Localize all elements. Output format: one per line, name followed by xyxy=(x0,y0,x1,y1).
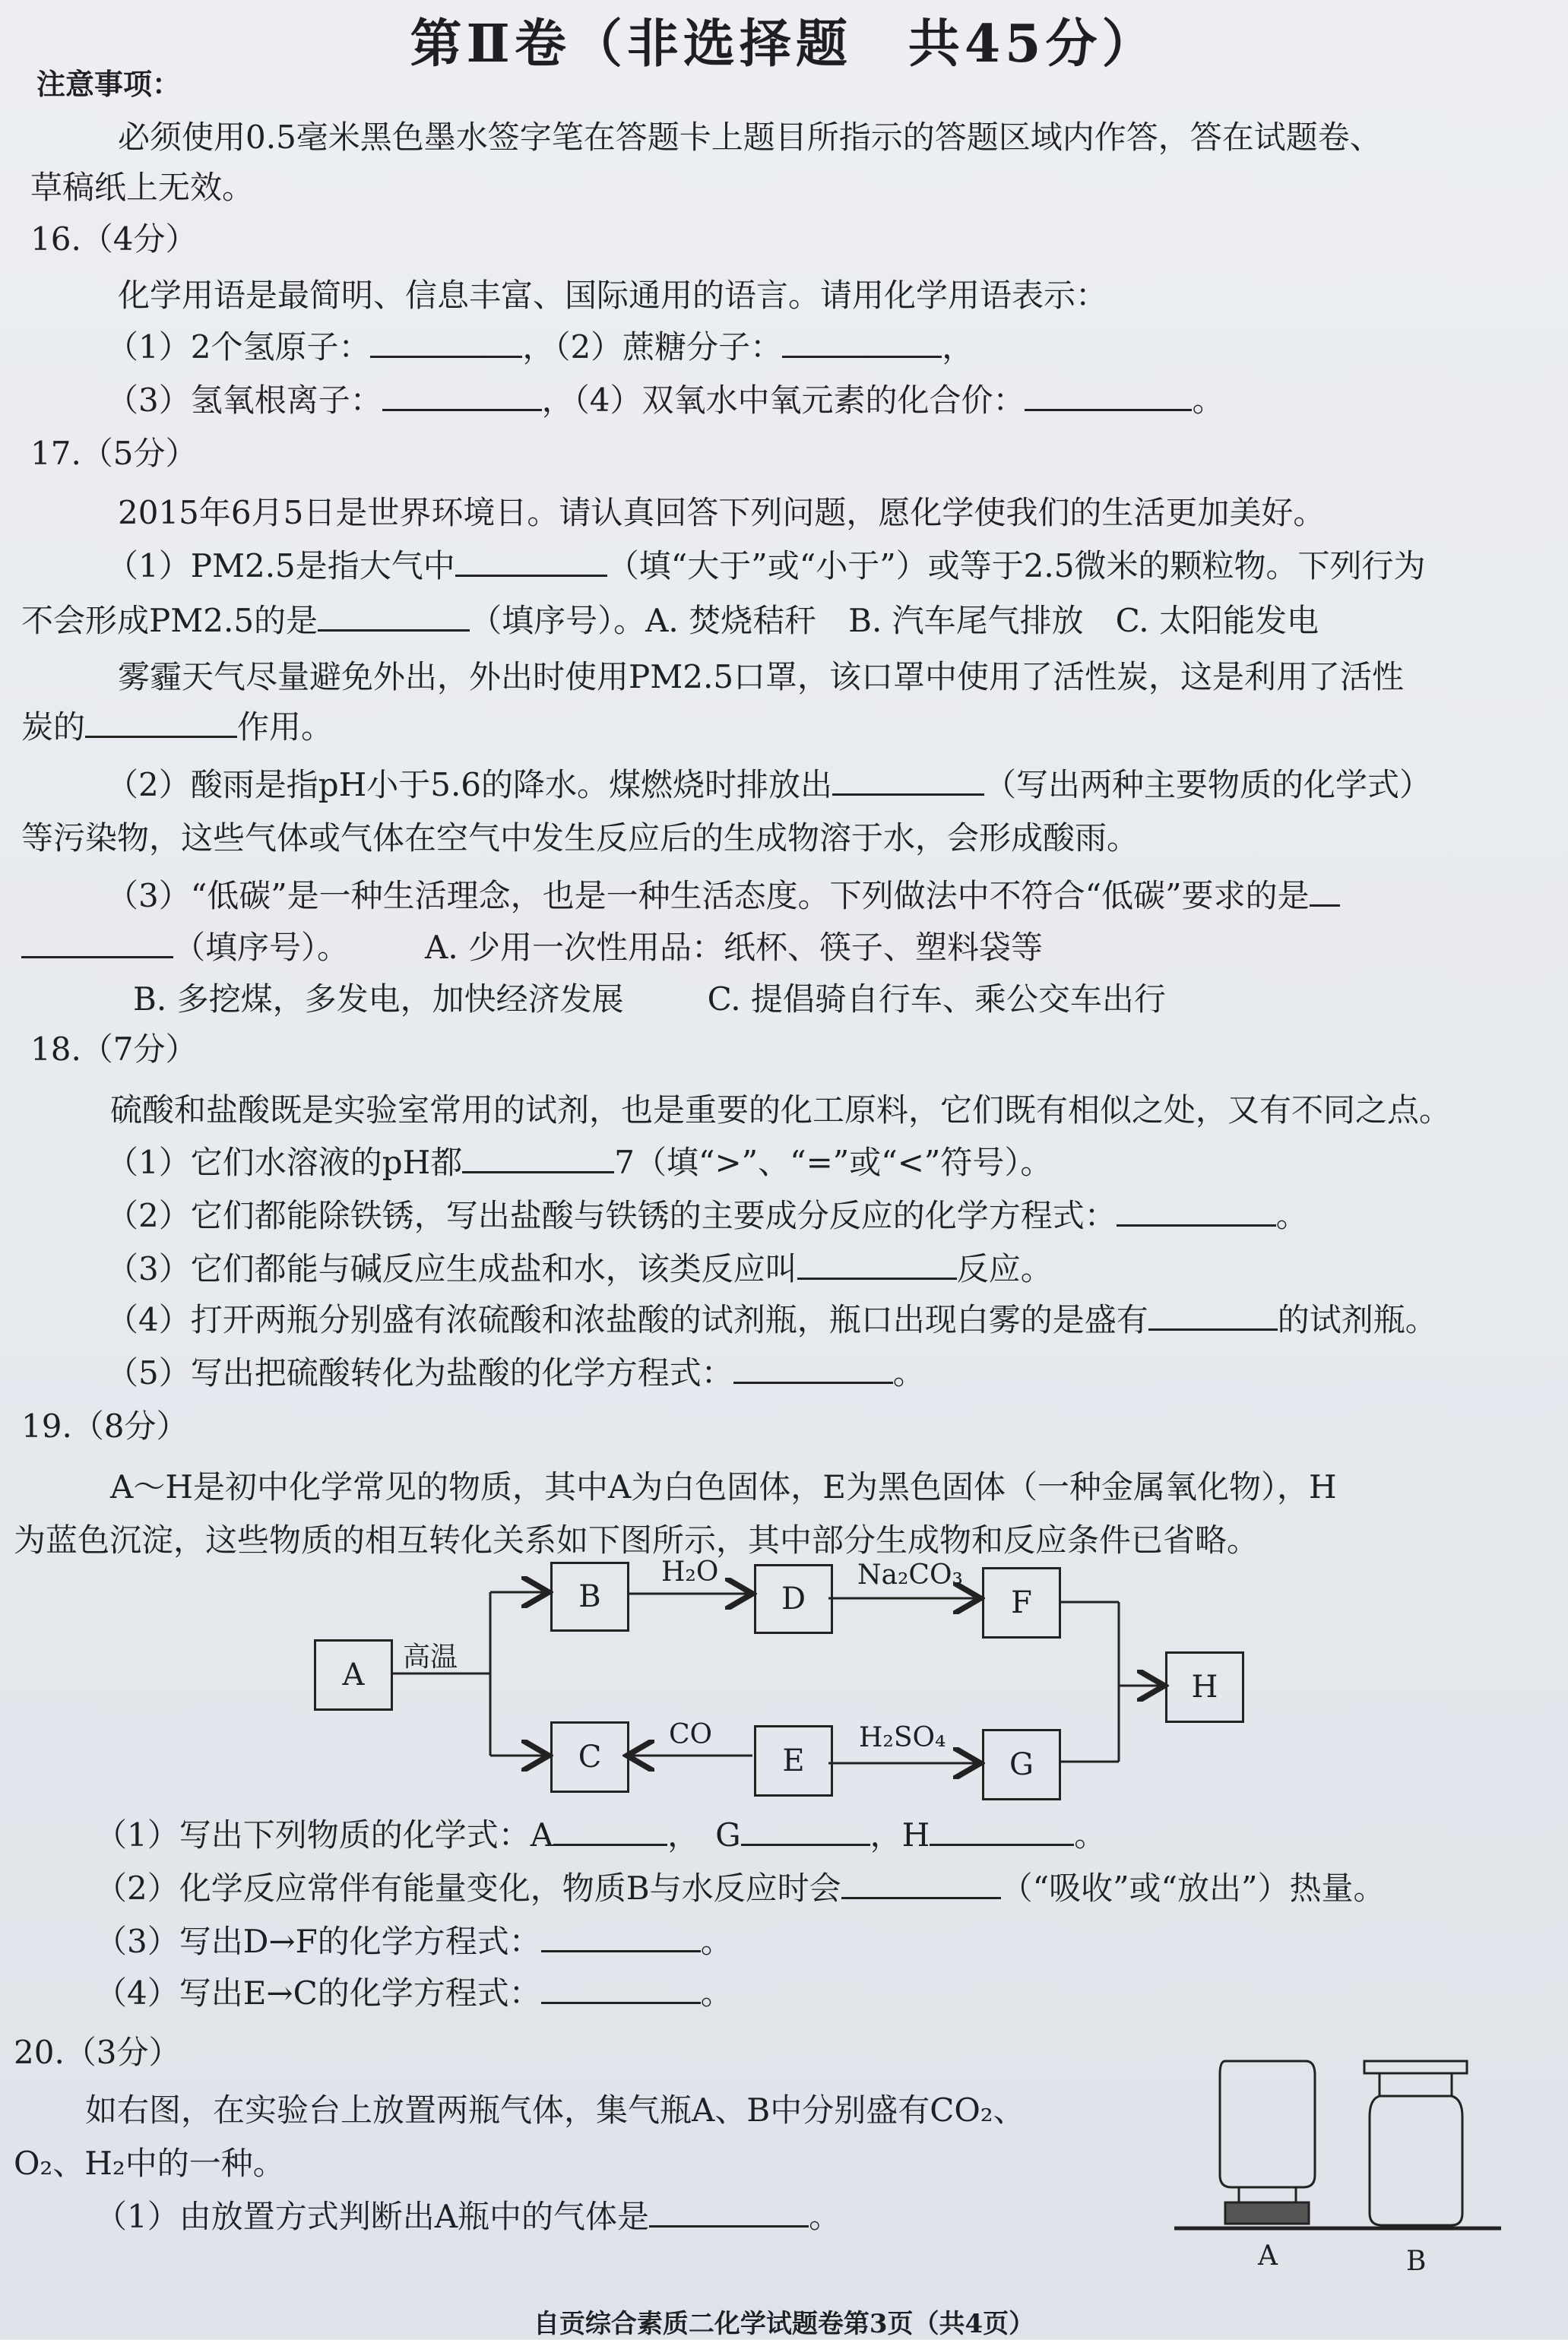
answer-blank[interactable] xyxy=(541,1924,701,1952)
q16-p2: ，（2）蔗糖分子： xyxy=(522,328,783,366)
q18-text: （1）它们水溶液的pH都 xyxy=(106,1144,463,1181)
q17-option-c: C. 提倡骑自行车、乘公交车出行 xyxy=(707,980,1166,1018)
substance-box-f: F xyxy=(982,1567,1061,1639)
label-gaowen: 高温 xyxy=(403,1642,458,1673)
q16-p3: （3）氢氧根离子： xyxy=(106,382,382,419)
substance-box-b: B xyxy=(550,1562,629,1632)
answer-blank[interactable] xyxy=(930,1818,1074,1846)
q18-text: 7（填“>”、“=”或“<”符号）。 xyxy=(614,1144,1053,1181)
gas-bottles xyxy=(1174,2061,1501,2228)
label-h2o: H₂O xyxy=(661,1556,719,1588)
q19-text: ， G xyxy=(667,1816,741,1854)
q17-text: （填序号）。 xyxy=(173,929,350,966)
q17-text: （1）PM2.5是指大气中 xyxy=(106,547,455,584)
q16-p1: （1）2个氢原子： xyxy=(106,328,371,366)
q18-text: （2）它们都能除铁锈，写出盐酸与铁锈的主要成分反应的化学方程式： xyxy=(106,1197,1117,1234)
answer-blank[interactable] xyxy=(741,1818,870,1846)
q18-text: 。 xyxy=(892,1354,925,1392)
q16-header: 16.（4分） xyxy=(30,220,198,258)
bottle-a-label: A xyxy=(1258,2240,1278,2272)
q17-line-3: 雾霾天气尽量避免外出，外出时使用PM2.5口罩，该口罩中使用了活性炭，这是利用了活性 xyxy=(118,658,1405,695)
q19-header: 19.（8分） xyxy=(21,1407,188,1445)
punct: 。 xyxy=(809,2198,841,2235)
q18-text: 反应。 xyxy=(956,1250,1053,1287)
q19-text: （3）写出D→F的化学方程式： xyxy=(95,1923,541,1960)
q19-text: （“吸收”或“放出”）热量。 xyxy=(1000,1870,1386,1907)
q17-text: 炭的 xyxy=(21,708,86,746)
answer-blank[interactable] xyxy=(541,1976,701,2004)
q18-text: （4）打开两瓶分别盛有浓硫酸和浓盐酸的试剂瓶，瓶口出现白雾的是盛有 xyxy=(106,1301,1148,1338)
q17-line-6: 等污染物，这些气体或气体在空气中发生反应后的生成物溶于水，会形成酸雨。 xyxy=(21,819,1139,857)
substance-box-d: D xyxy=(754,1564,833,1634)
notice-heading: 注意事项： xyxy=(36,67,182,101)
q17-text: 作用。 xyxy=(237,708,334,746)
punct: 。 xyxy=(1192,382,1224,419)
substance-box-c: C xyxy=(550,1721,629,1793)
q17-text: （2）酸雨是指pH小于5.6的降水。煤燃烧时排放出 xyxy=(106,766,833,803)
q17-option-b: B. 多挖煤，多发电，加快经济发展 xyxy=(133,980,624,1018)
q17-option-a: A. 少用一次性用品：纸杯、筷子、塑料袋等 xyxy=(425,929,1044,966)
q18-header: 18.（7分） xyxy=(30,1031,198,1068)
q16-intro: 化学用语是最简明、信息丰富、国际通用的语言。请用化学用语表示： xyxy=(118,277,1108,314)
q17-text: （填序号）。A. 焚烧秸秆 B. 汽车尾气排放 C. 太阳能发电 xyxy=(470,602,1319,639)
substance-box-g: G xyxy=(982,1729,1061,1800)
q18-intro: 硫酸和盐酸既是实验室常用的试剂，也是重要的化工原料，它们既有相似之处，又有不同之点。 xyxy=(110,1091,1452,1129)
q18-text: 的试剂瓶。 xyxy=(1277,1301,1437,1338)
q20-intro-2: O₂、H₂中的一种。 xyxy=(14,2145,285,2182)
q17-header: 17.（5分） xyxy=(30,435,198,472)
answer-blank[interactable] xyxy=(841,1871,1001,1899)
bottle-b-label: B xyxy=(1406,2246,1427,2277)
q18-text: （3）它们都能与碱反应生成盐和水，该类反应叫 xyxy=(106,1250,797,1287)
punct: 。 xyxy=(700,1974,733,2012)
q17-text: （3）“低碳”是一种生活理念，也是一种生活态度。下列做法中不符合“低碳”要求的是 xyxy=(106,877,1310,914)
q17-text: （写出两种主要物质的化学式） xyxy=(984,766,1432,803)
answer-blank[interactable] xyxy=(649,2199,809,2228)
q17-intro: 2015年6月5日是世界环境日。请认真回答下列问题，愿化学使我们的生活更加美好。 xyxy=(118,494,1326,531)
q19-line-4 xyxy=(95,1974,733,2012)
substance-box-h: H xyxy=(1165,1651,1244,1723)
q20-header: 20.（3分） xyxy=(14,2034,181,2071)
q19-text: ，H xyxy=(870,1816,930,1854)
label-h2so4: H₂SO₄ xyxy=(859,1722,946,1753)
q20-text: （1）由放置方式判断出A瓶中的气体是 xyxy=(95,2198,650,2235)
q18-text: （5）写出把硫酸转化为盐酸的化学方程式： xyxy=(106,1354,733,1392)
q19-line-1 xyxy=(95,1816,1106,1854)
q19-line-3 xyxy=(95,1923,733,1961)
label-co: CO xyxy=(669,1719,713,1750)
q16-p4: ，（4）双氧水中氧元素的化合价： xyxy=(541,382,1025,419)
q18-text: 。 xyxy=(1275,1197,1308,1234)
q20-intro-1: 如右图，在实验台上放置两瓶气体，集气瓶A、B中分别盛有CO₂、 xyxy=(85,2091,1025,2129)
notice-line-2: 草稿纸上无效。 xyxy=(30,169,255,206)
q17-text: 不会形成PM2.5的是 xyxy=(21,602,318,639)
substance-box-e: E xyxy=(754,1725,833,1797)
q19-line-2 xyxy=(95,1870,1385,1908)
punct: 。 xyxy=(700,1923,733,1960)
label-na2co3: Na₂CO₃ xyxy=(857,1559,963,1591)
punct: 。 xyxy=(1074,1816,1107,1854)
q19-intro-2: 为蓝色沉淀，这些物质的相互转化关系如下图所示，其中部分生成物和反应条件已省略。 xyxy=(14,1521,1259,1559)
q17-text: （填“大于”或“小于”）或等于2.5微米的颗粒物。下列行为 xyxy=(607,547,1426,584)
q19-text: （2）化学反应常伴有能量变化，物质B与水反应时会 xyxy=(95,1870,841,1907)
q20-line-1 xyxy=(95,2198,841,2236)
section-title: 第Ⅱ卷（非选择题 共45分） xyxy=(410,14,1158,74)
q19-text: （1）写出下列物质的化学式：A xyxy=(95,1816,554,1854)
substance-box-a: A xyxy=(314,1639,393,1711)
page-footer: 自贡综合素质二化学试题卷第3页（共4页） xyxy=(533,2309,1035,2339)
notice-line-1: 必须使用0.5毫米黑色墨水签字笔在答题卡上题目所指示的答题区域内作答，答在试题卷、 xyxy=(118,119,1382,156)
q19-intro-1: A～H是初中化学常见的物质，其中A为白色固体，E为黑色固体（一种金属氧化物），H xyxy=(110,1468,1337,1506)
q19-text: （4）写出E→C的化学方程式： xyxy=(95,1974,541,2012)
punct: ， xyxy=(942,328,974,366)
answer-blank[interactable] xyxy=(553,1818,667,1846)
